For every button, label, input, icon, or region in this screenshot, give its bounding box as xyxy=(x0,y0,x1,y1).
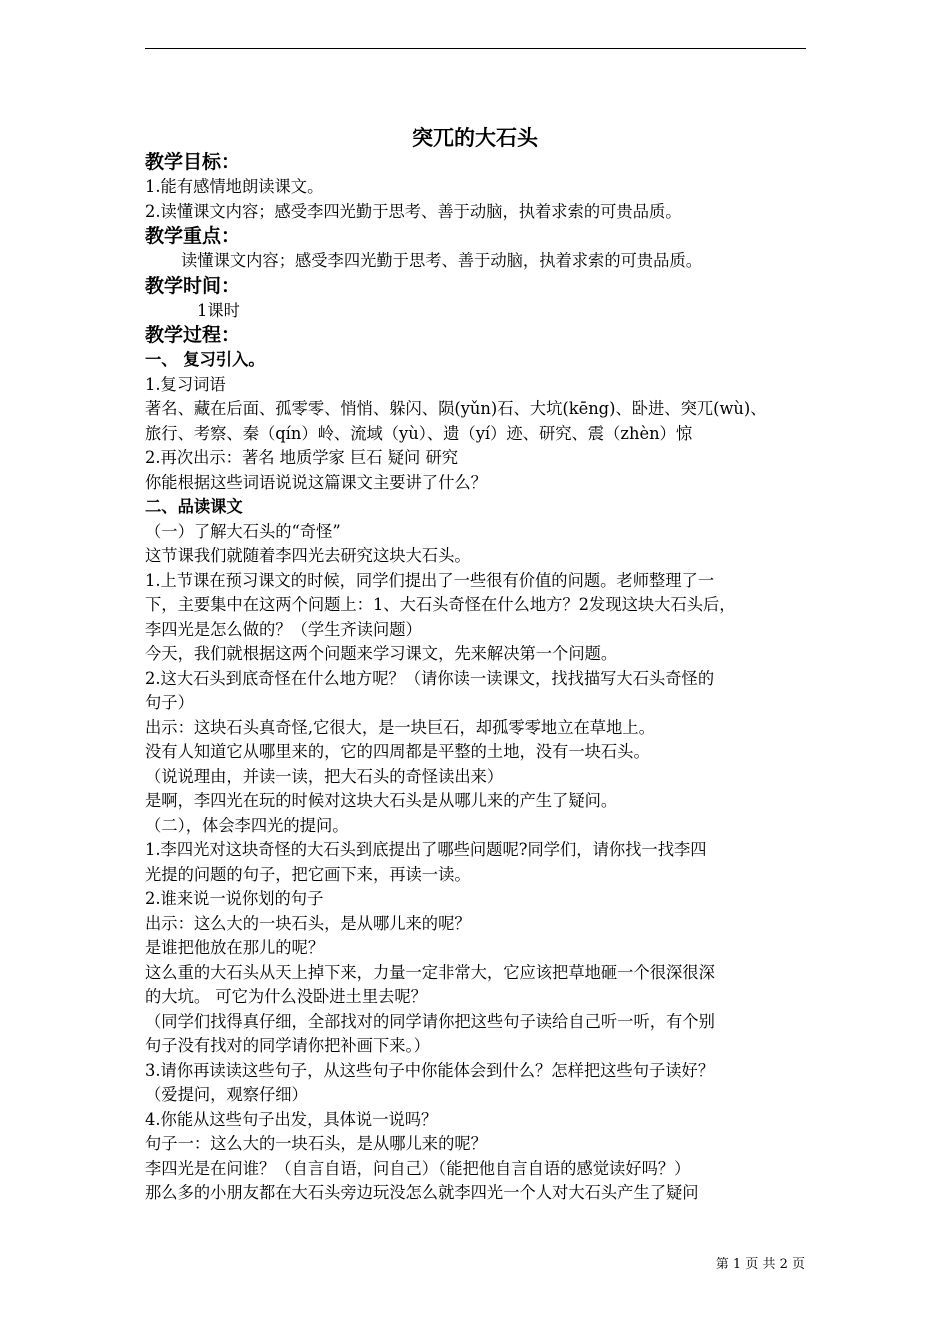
text-line: 李四光是在问谁？（自言自语，问自己）（能把他自言自语的感觉读好吗？） xyxy=(145,1158,691,1178)
document-title: 突兀的大石头 xyxy=(412,126,538,150)
text-line: （二），体会李四光的提问。 xyxy=(145,815,349,835)
text-line: 2.谁来说一说你划的句子 xyxy=(145,889,324,908)
text-line: 今天，我们就根据这两个问题来学习课文，先来解决第一个问题。 xyxy=(145,644,618,663)
text-line: 旅行、考察、秦（qín）岭、流域（yù）、遗（yí）迹、研究、震（zhèn）惊 xyxy=(145,423,693,443)
focus-text: 读懂课文内容；感受李四光勤于思考、善于动脑，执着求索的可贵品质。 xyxy=(181,251,703,270)
text-line: 的大坑。 可它为什么没卧进土里去呢？ xyxy=(145,987,427,1006)
text-line: 是谁把他放在那儿的呢？ xyxy=(145,938,325,957)
text-line: 4.你能从这些句子出发，具体说一说吗？ xyxy=(145,1109,438,1129)
section-heading-goals: 教学目标： xyxy=(145,151,241,173)
page-number: 第 1 页 共 2 页 xyxy=(715,1257,805,1272)
goal-item-1: 1.能有感情地朗读课文。 xyxy=(145,177,324,196)
text-line: 没有人知道它从哪里来的，它的四周都是平整的土地，没有一块石头。 xyxy=(145,742,650,761)
section-heading-process: 教学过程： xyxy=(145,324,241,346)
text-line: 句子没有找对的同学请你把补画下来。） xyxy=(145,1036,430,1055)
text-line: 著名、藏在后面、孤零零、悄悄、躲闪、陨(yǔn)石、大坑(kēng)、卧进、突兀(wù)、 xyxy=(145,399,767,418)
time-text: 1课时 xyxy=(197,300,240,320)
header-rule xyxy=(145,48,806,49)
text-line: 句子一：这么大的一块石头，是从哪儿来的呢？ xyxy=(145,1134,487,1153)
text-line: 下，主要集中在这两个问题上：1、大石头奇怪在什么地方？2发现这块大石头后， xyxy=(145,595,736,614)
subsection-heading: 一、 复习引入。 xyxy=(145,350,265,369)
document-body xyxy=(145,150,810,1206)
goal-item-2: 2.读懂课文内容；感受李四光勤于思考、善于动脑，执着求索的可贵品质。 xyxy=(145,201,682,221)
subsection-heading: 二、品读课文 xyxy=(145,497,243,516)
text-line: 3.请你再读读这些句子，从这些句子中你能体会到什么？怎样把这些句子读好？ xyxy=(145,1060,715,1080)
text-line: 李四光是怎么做的？（学生齐读问题） xyxy=(145,619,422,639)
text-line: （一）了解大石头的“奇怪” xyxy=(145,521,341,541)
section-heading-focus: 教学重点： xyxy=(145,225,241,247)
text-line: 光提的问题的句子，把它画下来，再读一读。 xyxy=(145,864,471,884)
text-line: （同学们找得真仔细，全部找对的同学请你把这些句子读给自己听一听，有个别 xyxy=(145,1011,715,1031)
text-line: 是啊，李四光在玩的时候对这块大石头是从哪儿来的产生了疑问。 xyxy=(145,791,618,810)
text-line: （说说理由，并读一读，把大石头的奇怪读出来） xyxy=(145,766,504,786)
text-line: 2.这大石头到底奇怪在什么地方呢？（请你读一读课文，找找描写大石头奇怪的 xyxy=(145,668,715,688)
text-line: （爱提问，观察仔细） xyxy=(145,1085,308,1104)
text-line: 2.再次出示：著名 地质学家 巨石 疑问 研究 xyxy=(145,448,459,467)
text-line: 这么重的大石头从天上掉下来，力量一定非常大，它应该把草地砸一个很深很深 xyxy=(145,962,715,982)
text-line: 你能根据这些词语说说这篇课文主要讲了什么？ xyxy=(145,472,487,492)
text-line: 句子） xyxy=(145,693,194,712)
text-line: 那么多的小朋友都在大石头旁边玩没怎么就李四光一个人对大石头产生了疑问 xyxy=(145,1183,699,1202)
section-heading-time: 教学时间： xyxy=(145,274,241,297)
text-line: 出示：这块石头真奇怪,它很大，是一块巨石，却孤零零地立在草地上。 xyxy=(145,717,655,737)
process-content xyxy=(145,348,810,1206)
text-line: 出示：这么大的一块石头，是从哪儿来的呢？ xyxy=(145,913,471,933)
text-line: 1.复习词语 xyxy=(145,374,226,394)
text-line: 1.上节课在预习课文的时候，同学们提出了一些很有价值的问题。老师整理了一 xyxy=(145,570,715,590)
text-line: 这节课我们就随着李四光去研究这块大石头。 xyxy=(145,546,471,565)
text-line: 1.李四光对这块奇怪的大石头到底提出了哪些问题呢?同学们，请你找一找李四 xyxy=(145,840,707,859)
